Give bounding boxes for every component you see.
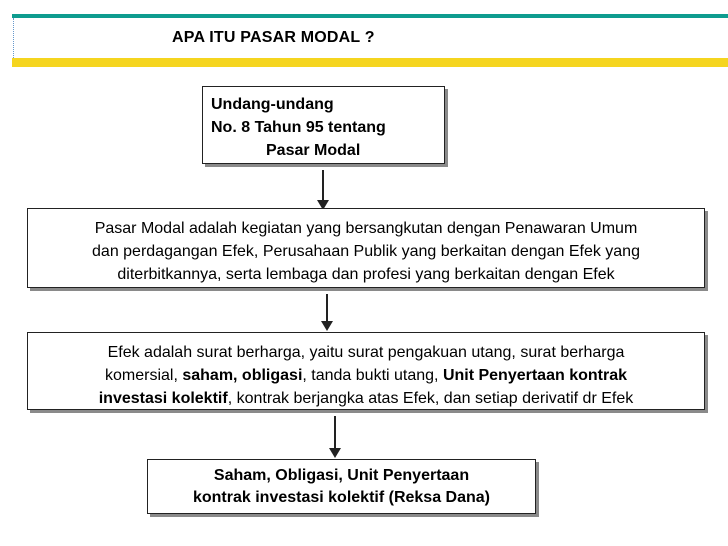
arrow-down-icon: [317, 170, 329, 210]
efek-line-2: [32, 364, 700, 387]
summary-line-2: kontrak investasi kolektif (Reksa Dana): [192, 489, 490, 506]
definition-line-1: Pasar Modal adalah kegiatan yang bersangkutan dengan Penawaran Umum: [94, 220, 638, 237]
efek-line-3-bold-a: investasi kolektif: [98, 390, 228, 407]
law-line-1: Undang-undang: [211, 96, 334, 113]
top-teal-stripe: [12, 14, 728, 18]
efek-line-2-bold-a: saham, obligasi: [182, 367, 303, 384]
summary-line-1: Saham, Obligasi, Unit Penyertaan: [213, 467, 470, 484]
efek-box: [27, 332, 705, 410]
efek-line-3: [32, 387, 700, 410]
definition-line-3: diterbitkannya, serta lembaga dan profesi yang berkaitan dengan Efek: [117, 266, 615, 283]
definition-line-2: dan perdagangan Efek, Perusahaan Publik yang berkaitan dengan Efek yang: [92, 243, 640, 260]
efek-line-2-part-c: , tanda bukti utang,: [302, 367, 443, 384]
efek-line-2-bold-d: Unit Penyertaan kontrak: [442, 367, 627, 384]
vertical-dotted-rule: [13, 18, 14, 58]
definition-box: [27, 208, 705, 288]
arrow-down-icon: [321, 294, 333, 331]
page-title: APA ITU PASAR MODAL ?: [172, 29, 375, 46]
efek-line-3-part-b: , kontrak berjangka atas Efek, dan setiap derivatif dr Efek: [227, 390, 634, 407]
efek-line-2-part-a: komersial,: [104, 367, 183, 384]
arrow-down-icon: [329, 416, 341, 458]
law-box: [202, 86, 445, 164]
summary-box: [147, 459, 536, 514]
yellow-stripe: [12, 58, 728, 67]
efek-line-1: Efek adalah surat berharga, yaitu surat pengakuan utang, surat berharga: [107, 344, 625, 361]
law-line-2: No. 8 Tahun 95 tentang: [211, 119, 386, 136]
law-line-3: Pasar Modal: [266, 142, 361, 159]
